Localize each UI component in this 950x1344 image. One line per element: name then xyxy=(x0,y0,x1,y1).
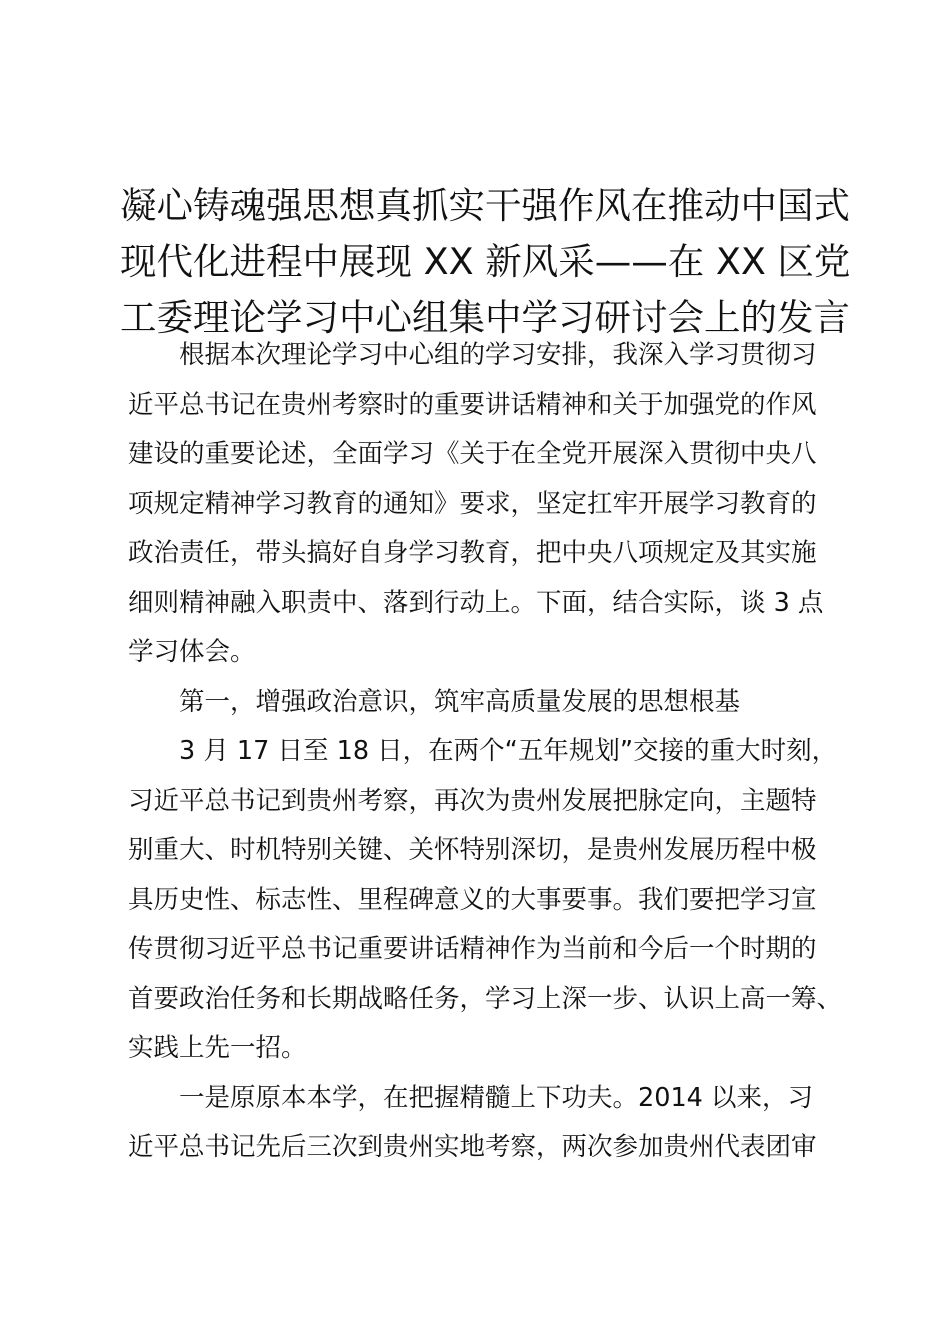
section-paragraph-line: 首要政治任务和长期战略任务，学习上深一步、认识上高一筹、 xyxy=(128,983,843,1014)
section-paragraph-line: 传贯彻习近平总书记重要讲话精神作为当前和今后一个时期的 xyxy=(128,934,817,964)
document-title xyxy=(120,178,851,346)
intro-paragraph-line: 根据本次理论学习中心组的学习安排，我深入学习贯彻习 xyxy=(179,340,817,370)
section-heading: 第一，增强政治意识，筑牢高质量发展的思想根基 xyxy=(179,686,741,717)
intro-paragraph-line: 项规定精神学习教育的通知》要求，坚定扛牢开展学习教育的 xyxy=(128,488,817,519)
intro-paragraph-line: 近平总书记在贵州考察时的重要讲话精神和关于加强党的作风 xyxy=(128,389,817,420)
subsection-paragraph-line: 一是原原本本学，在把握精髓上下功夫。2014 以来，习 xyxy=(179,1082,814,1113)
document-body xyxy=(128,331,848,1173)
section-paragraph-line: 具历史性、标志性、里程碑意义的大事要事。我们要把学习宣 xyxy=(128,884,817,915)
intro-paragraph-line: 学习体会。 xyxy=(128,637,256,667)
section-paragraph-line: 3 月 17 日至 18 日，在两个“五年规划”交接的重大时刻， xyxy=(179,736,838,766)
subsection-paragraph-line: 近平总书记先后三次到贵州实地考察，两次参加贵州代表团审 xyxy=(128,1132,817,1162)
title-line-1: 凝心铸魂强思想真抓实干强作风在推动中国式 xyxy=(120,184,850,227)
section-paragraph-line: 别重大、时机特别关键、关怀特别深切，是贵州发展历程中极 xyxy=(128,835,817,865)
section-paragraph-line: 习近平总书记到贵州考察，再次为贵州发展把脉定向，主题特 xyxy=(128,785,817,816)
title-line-2: 现代化进程中展现 XX 新风采——在 XX 区党 xyxy=(120,240,851,283)
intro-paragraph-line: 细则精神融入职责中、落到行动上。下面，结合实际，谈 3 点 xyxy=(128,587,824,618)
intro-paragraph-line: 建设的重要论述，全面学习《关于在全党开展深入贯彻中央八 xyxy=(128,439,817,469)
section-paragraph-line: 实践上先一招。 xyxy=(128,1033,307,1063)
title-line-3: 工委理论学习中心组集中学习研讨会上的发言 xyxy=(120,296,850,339)
intro-paragraph-line: 政治责任，带头搞好自身学习教育，把中央八项规定及其实施 xyxy=(128,538,817,568)
